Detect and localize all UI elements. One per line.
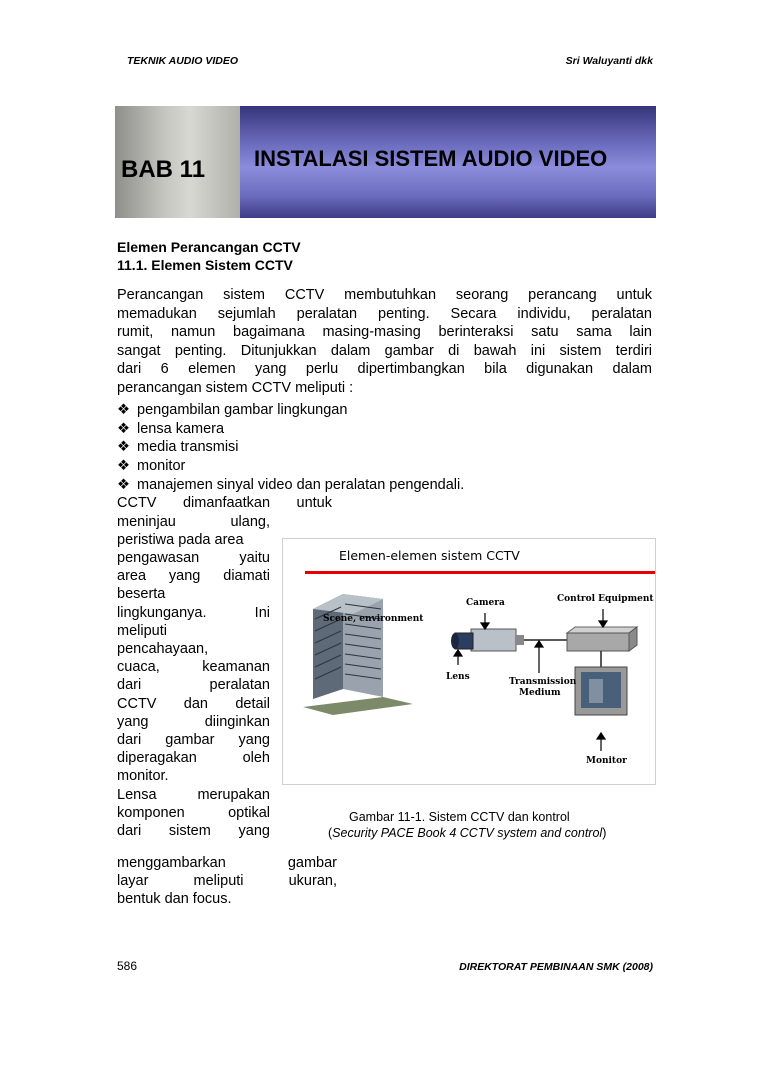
element-list [117,401,464,495]
figure-label-transmission: Transmission [509,677,577,687]
text-line: dari sistem yang [117,822,270,839]
figure-label-control: Control Equipment [557,594,654,604]
list-item [117,420,464,439]
cctv-intro-line [117,494,332,512]
figure-label-medium: Medium [519,688,561,698]
text-line: meliputi [117,622,167,639]
diamond-bullet-icon: ❖ [117,458,130,475]
list-item-text: media transmisi [137,439,239,456]
list-item [117,401,464,420]
building-icon [303,594,413,715]
chapter-number-box [115,106,240,218]
running-header-right: Sri Waluyanti dkk [565,55,653,67]
figure-caption: Gambar 11-1. Sistem CCTV dan kontrol [349,810,570,824]
text-line: pencahayaan, [117,640,209,657]
intro-paragraph [117,286,652,398]
running-footer: DIREKTORAT PEMBINAAN SMK (2008) [459,961,653,973]
text-line: monitor. [117,768,169,785]
figure-source-text: Security PACE Book 4 CCTV system and control [332,826,603,840]
text-line: lingkunganya. Ini [117,604,270,621]
chapter-number: BAB 11 [121,156,206,183]
text-line: dari peralatan [117,677,270,694]
paragraph-line: dari 6 elemen yang perlu dipertimbangkan bila digunakan dalam [117,361,652,378]
text-line: diperagakan oleh [117,750,270,767]
text-line: Lensa merupakan [117,786,270,803]
diamond-bullet-icon: ❖ [117,402,130,418]
text-line: meninjau ulang, [117,513,270,530]
text-line: area yang diamati [117,568,270,585]
section-heading: Elemen Perancangan CCTV [117,239,301,255]
chapter-title-box [240,106,656,218]
text-line: menggambarkan gambar [117,855,337,871]
text-line: pengawasan yaitu [117,549,270,566]
text-line: yang diinginkan [117,713,270,730]
left-column-text [117,513,270,841]
caption-paren-close: ) [602,826,607,840]
text-line: dari gambar yang [117,731,270,748]
text-line: komponen optikal [117,804,270,821]
list-item-text: monitor [137,458,186,475]
chapter-banner [115,106,656,218]
figure-title: Elemen-elemen sistem CCTV [339,548,520,563]
cctv-elements-figure [282,538,656,785]
page-number: 586 [117,959,138,973]
closing-text [117,854,337,909]
paragraph-line: sangat penting. Ditunjukkan dalam gambar di bawah ini sistem terdiri [117,342,652,359]
diamond-bullet-icon: ❖ [117,420,130,437]
running-header-left: TEKNIK AUDIO VIDEO [127,55,239,67]
list-item-text: lensa kamera [137,420,225,437]
paragraph-line: perancangan sistem CCTV meliputi : [117,379,354,396]
figure-label-monitor: Monitor [586,756,627,766]
list-item-text: manajemen sinyal video dan peralatan pengendali. [137,476,465,493]
list-item [117,457,464,476]
figure-source [328,826,606,840]
cctv-diagram [283,539,655,784]
text-line: layar meliputi ukuran, [117,873,337,890]
figure-label-lens: Lens [446,672,470,682]
list-item [117,438,464,457]
section-subheading: 11.1. Elemen Sistem CCTV [117,257,293,273]
camera-icon [451,629,524,651]
monitor-icon [575,667,627,715]
text-line: bentuk dan focus. [117,891,232,908]
paragraph-line: rumit, namun bagaimana masing-masing berinteraksi satu sama lain [117,324,652,341]
caption-paren-open: ( [328,826,333,840]
text-line: peristiwa pada area [117,531,244,548]
figure-label-camera: Camera [466,598,505,608]
diamond-bullet-icon: ❖ [117,476,130,493]
diamond-bullet-icon: ❖ [117,439,130,456]
list-item-text: pengambilan gambar lingkungan [137,402,348,418]
figure-label-scene: Scene, environment [323,614,424,624]
text-line: cuaca, keamanan [117,659,270,676]
paragraph-line: Perancangan sistem CCTV membutuhkan seorang perancang untuk [117,287,652,303]
text-line: CCTV dan detail [117,695,270,712]
control-equipment-icon [567,627,637,651]
list-item [117,476,464,495]
paragraph-line: memadukan sejumlah peralatan penting. Secara individu, peralatan [117,305,652,322]
text-line: CCTV dimanfaatkan untuk [117,495,332,511]
text-line: beserta [117,586,166,603]
chapter-title: INSTALASI SISTEM AUDIO VIDEO [254,146,608,171]
